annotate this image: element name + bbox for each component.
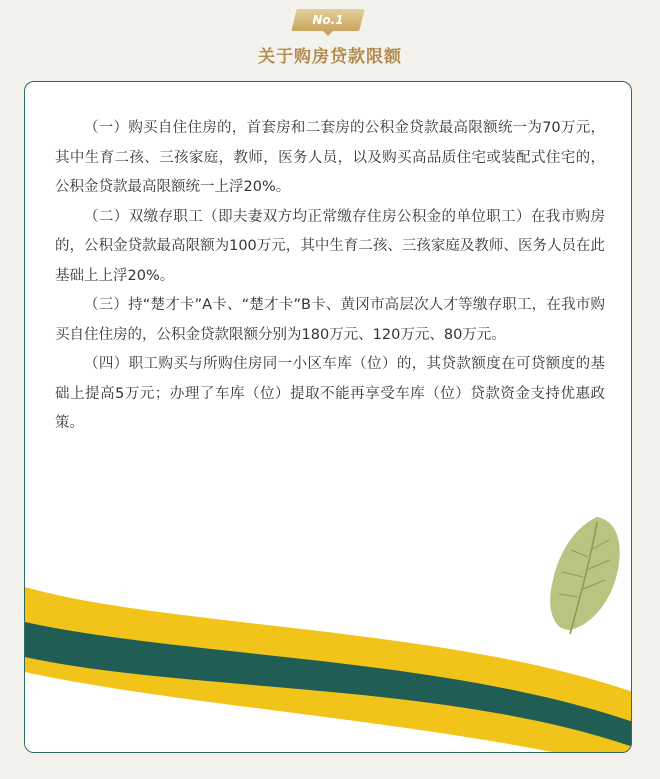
content-card: [24, 81, 632, 753]
paragraph-2: （二）双缴存职工（即夫妻双方均正常缴存住房公积金的单位职工）在我市购房的，公积金贷款最高限额为100万元，其中生育二孩、三孩家庭及教师、医务人员在此基础上上浮20%。: [55, 208, 605, 284]
paragraph-3: （三）持“楚才卡”A卡、“楚才卡”B卡、黄冈市高层次人才等缴存职工，在我市购买自住住房的，公积金贷款限额分别为180万元、120万元、80万元。: [55, 297, 605, 343]
section-title: 关于购房贷款限额: [258, 47, 402, 67]
leaf-icon: [550, 517, 620, 634]
paragraph-4: （四）职工购买与所购住房同一小区车库（位）的，其贷款额度在可贷额度的基础上提高5万元；办理了车库（位）提取不能再享受车库（位）贷款资金支持优惠政策。: [55, 356, 605, 431]
badge-label: No.1: [312, 13, 344, 27]
decorative-waves: [25, 82, 632, 753]
paragraph-1: （一）购买自住住房的，首套房和二套房的公积金贷款最高限额统一为70万元，其中生育二孩、三孩家庭，教师，医务人员，以及购买高品质住宅或装配式住宅的，公积金贷款最高限额统一上浮20%。: [55, 120, 605, 195]
badge-pointer: [322, 30, 334, 36]
